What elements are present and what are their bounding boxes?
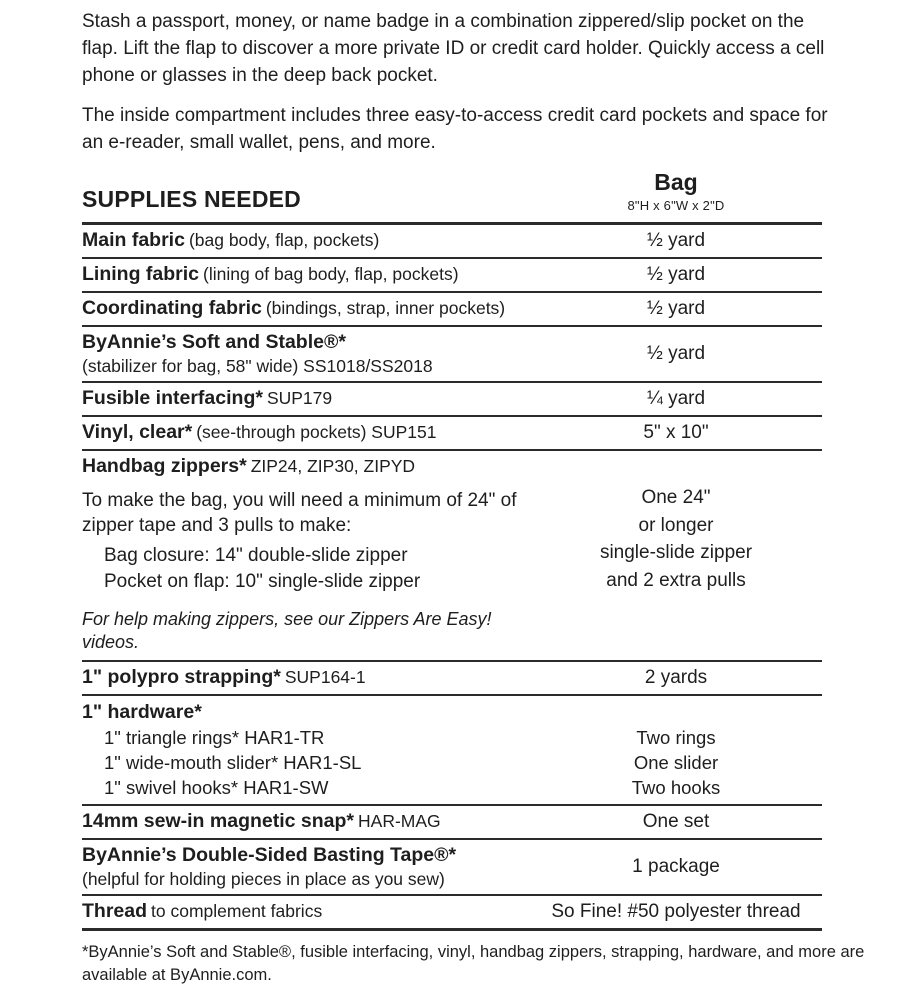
zipper-quantity-line: single-slide zipper <box>599 542 753 563</box>
hardware-sub-row <box>82 775 822 800</box>
supplies-table <box>82 222 822 931</box>
item-name: 1" hardware* <box>82 701 202 723</box>
hardware-item-quantity: Two hooks <box>631 777 721 798</box>
item-name: ByAnnie’s Soft and Stable®* <box>82 331 346 353</box>
zipper-description: To make the bag, you will need a minimum of 24" of zipper tape and 3 pulls to make: <box>82 490 517 536</box>
intro-paragraph-1: Stash a passport, money, or name badge in a combination zippered/slip pocket on the flap. Lift the flap to discover a more private ID or credit card holder. Quickly access a cell phone or glasses in the deep back pocket. <box>82 11 825 86</box>
zipper-quantity-line: One 24" <box>641 487 711 508</box>
item-quantity: ½ yard <box>646 342 706 364</box>
item-detail: (bindings, strap, inner pockets) <box>265 298 506 318</box>
table-row-lining-fabric <box>82 259 822 293</box>
bag-dimensions: 8"H x 6"W x 2"D <box>627 198 725 213</box>
item-quantity: 5" x 10" <box>643 421 709 443</box>
intro-section <box>82 8 900 156</box>
item-detail: (stabilizer for bag, 58" wide) SS1018/SS2018 <box>82 356 433 376</box>
item-quantity: ½ yard <box>646 297 706 319</box>
zipper-quantity-line: or longer <box>638 514 714 536</box>
item-quantity: 2 yards <box>644 666 708 688</box>
table-row-soft-and-stable <box>82 327 822 383</box>
hardware-item-label: 1" wide-mouth slider* HAR1-SL <box>104 752 362 773</box>
table-row-vinyl-clear <box>82 417 822 451</box>
item-detail: (lining of bag body, flap, pockets) <box>203 264 459 284</box>
zipper-sub-item: Bag closure: 14" double-slide zipper <box>104 545 408 566</box>
table-row-main-fabric <box>82 225 822 259</box>
table-row-basting-tape <box>82 840 822 896</box>
table-row-coordinating-fabric <box>82 293 822 327</box>
item-quantity: So Fine! #50 polyester thread <box>551 900 801 922</box>
item-name: Handbag zippers* <box>82 455 247 477</box>
item-sku: SUP164-1 <box>284 667 366 687</box>
item-name: Fusible interfacing* <box>82 387 263 409</box>
item-quantity <box>530 454 822 656</box>
item-detail: (helpful for holding pieces in place as you sew) <box>82 869 445 889</box>
item-quantity: ½ yard <box>646 263 706 285</box>
item-quantity: 1 package <box>632 855 720 877</box>
hardware-item-quantity: Two rings <box>636 727 716 748</box>
item-quantity: ¼ yard <box>646 387 706 409</box>
item-detail: (see-through pockets) SUP151 <box>196 422 437 442</box>
table-row-polypro-strapping <box>82 662 822 696</box>
item-sku: HAR-MAG <box>358 811 441 831</box>
hardware-item-label: 1" triangle rings* HAR1-TR <box>104 727 325 748</box>
hardware-item-quantity: One slider <box>633 752 719 773</box>
item-sku: ZIP24, ZIP30, ZIPYD <box>250 456 416 476</box>
table-row-fusible-interfacing <box>82 383 822 417</box>
item-name: Main fabric <box>82 229 185 251</box>
table-row-magnetic-snap <box>82 806 822 840</box>
item-quantity: One set <box>642 810 710 832</box>
table-row-handbag-zippers <box>82 451 822 662</box>
bag-column-title: Bag <box>654 169 698 195</box>
item-name: 1" polypro strapping* <box>82 666 281 688</box>
item-quantity: ½ yard <box>646 229 706 251</box>
availability-footnote: *ByAnnie’s Soft and Stable®, fusible interfacing, vinyl, handbag zippers, strapping, hardware, and more are available at ByAnnie.com. <box>82 943 865 984</box>
item-detail: to complement fabrics <box>151 901 323 921</box>
table-row-thread <box>82 896 822 928</box>
hardware-item-label: 1" swivel hooks* HAR1-SW <box>104 777 329 798</box>
item-name: Coordinating fabric <box>82 297 262 319</box>
zipper-sub-item: Pocket on flap: 10" single-slide zipper <box>104 571 421 592</box>
item-name: 14mm sew-in magnetic snap* <box>82 810 355 832</box>
zipper-quantity-line: and 2 extra pulls <box>606 569 746 591</box>
table-row-hardware <box>82 696 822 806</box>
item-name: ByAnnie’s Double-Sided Basting Tape®* <box>82 844 457 866</box>
zipper-help-note: For help making zippers, see our Zippers Are Easy! videos. <box>82 609 492 652</box>
bag-column-header <box>530 169 822 213</box>
item-name: Vinyl, clear* <box>82 421 193 443</box>
hardware-sub-row <box>82 725 822 750</box>
item-name: Lining fabric <box>82 263 199 285</box>
table-header <box>82 169 822 222</box>
hardware-sub-row <box>82 750 822 775</box>
item-name: Thread <box>82 900 148 922</box>
item-sku: SUP179 <box>266 388 333 408</box>
page-title: SUPPLIES NEEDED <box>82 186 301 212</box>
intro-paragraph-2: The inside compartment includes three easy-to-access credit card pockets and space for an e-reader, small wallet, pens, and more. <box>82 105 828 153</box>
item-detail: (bag body, flap, pockets) <box>188 230 380 250</box>
